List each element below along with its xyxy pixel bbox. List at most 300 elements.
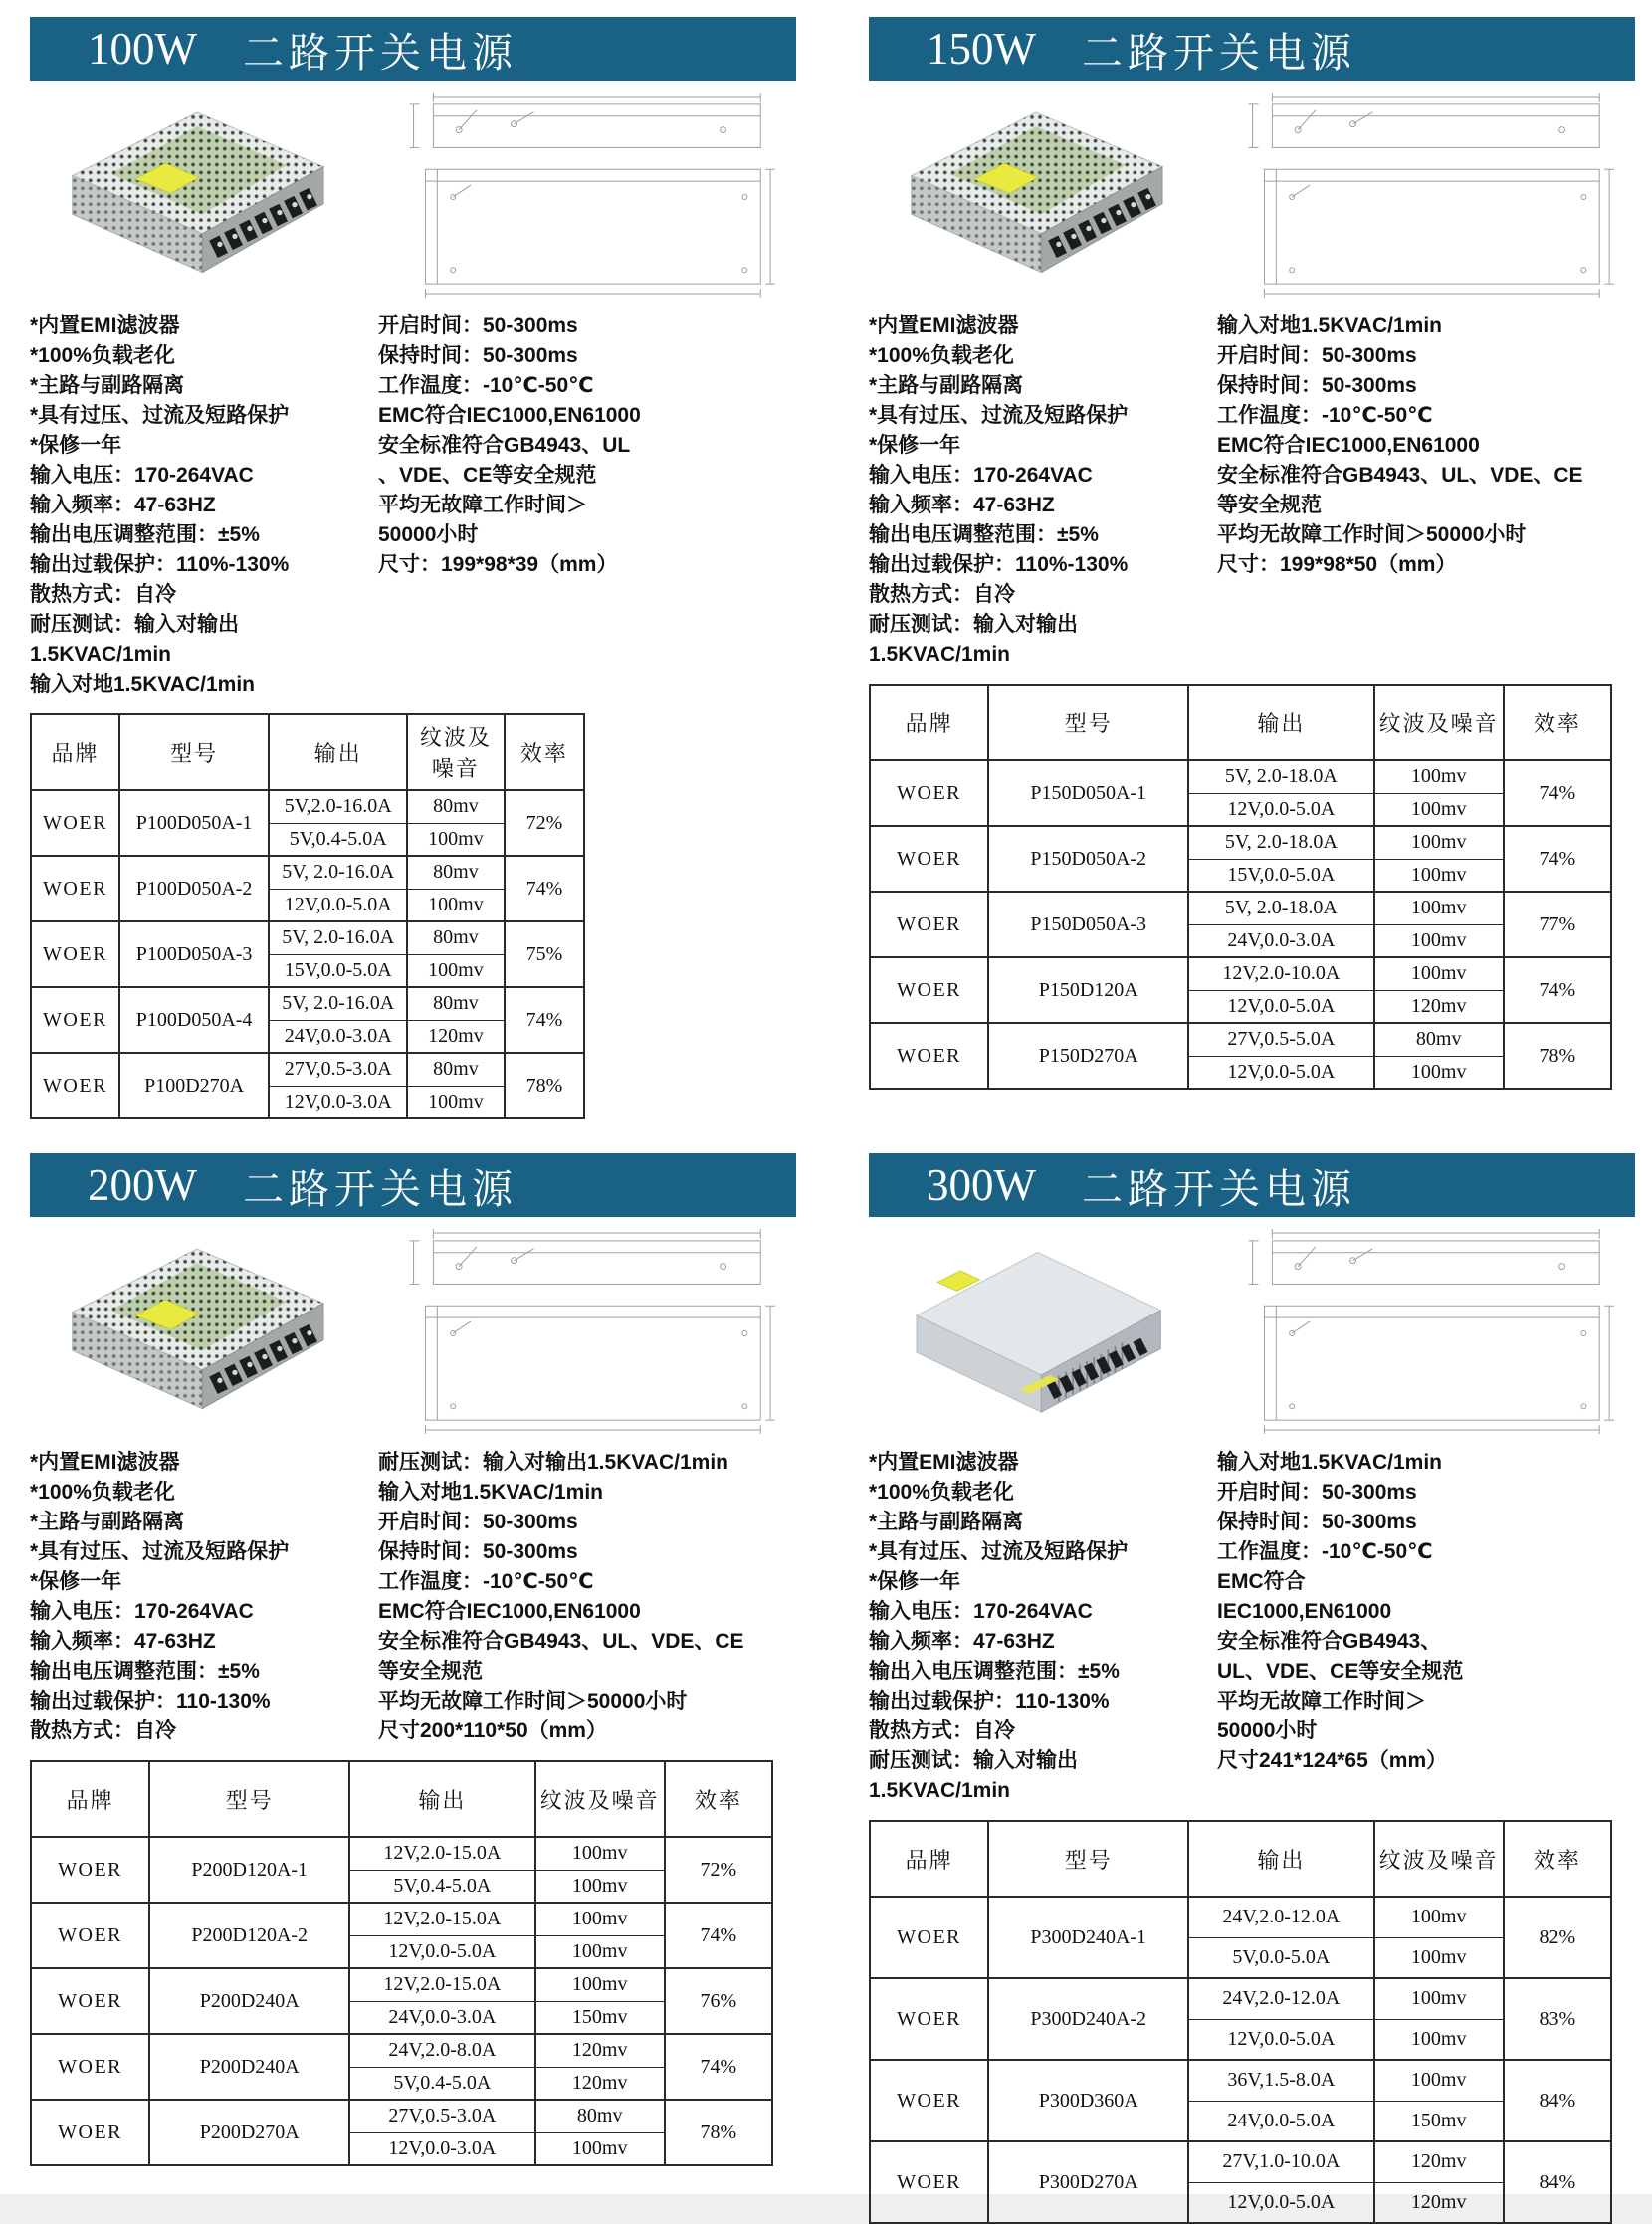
spec-block: [869, 311, 1635, 670]
model-table-head: [31, 1761, 772, 1837]
cell-output-1: 36V,1.5-8.0A: [1188, 2060, 1373, 2101]
model-table: [30, 1760, 773, 2166]
spec-line: 尺寸200*110*50（mm）: [378, 1719, 607, 1742]
dimension-drawing: [1189, 1225, 1635, 1434]
cell-efficiency: 78%: [505, 1053, 585, 1118]
col-header-efficiency: 效率: [505, 714, 585, 790]
section-header: [869, 1153, 1635, 1217]
spec-line: 输出过载保护：110%-130%: [30, 553, 290, 576]
cell-ripple-1: 100mv: [1374, 2060, 1504, 2101]
spec-line: 开启时间：50-300ms: [378, 1511, 578, 1533]
section-power-rating: 300W: [927, 1160, 1036, 1210]
col-header-brand: 品牌: [870, 1821, 988, 1897]
spec-line: *保修一年: [869, 1570, 961, 1593]
cell-efficiency: 75%: [505, 921, 585, 987]
cell-output-2: 5V,0.4-5.0A: [269, 823, 407, 856]
table-row: [31, 856, 584, 889]
cell-output-2: 24V,0.0-3.0A: [269, 1020, 407, 1053]
power-supply-photo-icon: [48, 1225, 346, 1429]
spec-line: *内置EMI滤波器: [869, 1451, 1019, 1474]
dimension-drawing-icon: [358, 1227, 792, 1434]
spec-line: 散热方式：自冷: [869, 583, 1015, 606]
header-row: [870, 685, 1611, 760]
spec-line: *100%负载老化: [869, 1481, 1014, 1504]
section-header: [30, 17, 796, 81]
cell-brand: WOER: [31, 1903, 149, 1968]
spec-line: 50000小时: [1217, 1719, 1318, 1742]
spec-line: 等安全规范: [378, 1660, 483, 1683]
spec-line: 输出电压调整范围：±5%: [869, 523, 1099, 546]
cell-output-2: 5V,0.4-5.0A: [349, 2067, 534, 2100]
cell-ripple-2: 120mv: [1374, 990, 1504, 1023]
spec-line: 保持时间：50-300ms: [1217, 1511, 1417, 1533]
spec-line: 散热方式：自冷: [869, 1719, 1015, 1742]
cell-output-1: 24V,2.0-12.0A: [1188, 1897, 1373, 1937]
table-row: [870, 957, 1611, 990]
cell-efficiency: 78%: [665, 2100, 772, 2165]
table-row: [31, 790, 584, 823]
col-header-model: 型号: [988, 1821, 1188, 1897]
col-header-efficiency: 效率: [665, 1761, 772, 1837]
cell-brand: WOER: [870, 2060, 988, 2141]
cell-ripple-1: 100mv: [1374, 760, 1504, 793]
spec-line: EMC符合IEC1000,EN61000: [378, 404, 641, 427]
cell-output-2: 12V,0.0-5.0A: [1188, 793, 1373, 826]
cell-output-2: 15V,0.0-5.0A: [1188, 859, 1373, 892]
cell-output-2: 5V,0.4-5.0A: [349, 1870, 534, 1903]
product-photo: [30, 89, 350, 293]
spec-line: 尺寸：199*98*39（mm）: [378, 553, 618, 576]
cell-model: P150D050A-3: [988, 892, 1188, 957]
spec-line: 工作温度：-10℃-50℃: [378, 1570, 594, 1593]
cell-ripple-2: 150mv: [535, 2001, 665, 2034]
header-row: [31, 714, 584, 790]
spec-line: 保持时间：50-300ms: [1217, 374, 1417, 397]
cell-brand: WOER: [870, 892, 988, 957]
table-row: [870, 892, 1611, 924]
cell-efficiency: 72%: [505, 790, 585, 856]
spec-line: 50000小时: [378, 523, 479, 546]
section-header: [869, 17, 1635, 81]
cell-model: P300D270A: [988, 2141, 1188, 2223]
spec-line: 开启时间：50-300ms: [1217, 1481, 1417, 1504]
model-table-body: [31, 790, 584, 1118]
section-title: 二路开关电源: [1081, 1165, 1356, 1212]
cell-output-2: 12V,0.0-3.0A: [349, 2132, 534, 2165]
cell-model: P150D120A: [988, 957, 1188, 1023]
cell-brand: WOER: [31, 2100, 149, 2165]
cell-ripple-2: 100mv: [1374, 1937, 1504, 1978]
cell-brand: WOER: [870, 1023, 988, 1089]
spec-line: 输出电压调整范围：±5%: [30, 523, 260, 546]
col-header-model: 型号: [149, 1761, 349, 1837]
col-header-model: 型号: [988, 685, 1188, 760]
header-row: [31, 1761, 772, 1837]
spec-line: 散热方式：自冷: [30, 583, 176, 606]
cell-model: P200D240A: [149, 1968, 349, 2034]
spec-line: 耐压测试：输入对输出1.5KVAC/1min: [378, 1451, 728, 1474]
spec-line: 输出过载保护：110-130%: [30, 1690, 271, 1713]
cell-output-2: 12V,0.0-5.0A: [1188, 990, 1373, 1023]
spec-line: 散热方式：自冷: [30, 1719, 176, 1742]
cell-brand: WOER: [31, 987, 119, 1053]
cell-brand: WOER: [31, 2034, 149, 2100]
cell-ripple-2: 100mv: [407, 823, 504, 856]
power-supply-photo-icon: [48, 89, 346, 293]
spec-list-right: [378, 311, 796, 700]
cell-brand: WOER: [870, 957, 988, 1023]
col-header-ripple-noise: 纹波及噪音: [407, 714, 504, 790]
cell-output-1: 27V,0.5-3.0A: [269, 1053, 407, 1086]
cell-efficiency: 74%: [1504, 957, 1611, 1023]
spec-block: [30, 1448, 796, 1746]
cell-ripple-1: 80mv: [535, 2100, 665, 2132]
cell-model: P100D050A-1: [119, 790, 269, 856]
cell-brand: WOER: [870, 1978, 988, 2060]
dimension-drawing: [350, 89, 796, 298]
cell-ripple-1: 100mv: [1374, 1897, 1504, 1937]
spec-block: [869, 1448, 1635, 1806]
spec-line: *保修一年: [30, 434, 122, 457]
col-header-ripple-noise: 纹波及噪音: [1374, 1821, 1504, 1897]
cell-output-1: 24V,2.0-8.0A: [349, 2034, 534, 2067]
spec-line: 安全标准符合GB4943、UL: [378, 434, 631, 457]
cell-output-2: 12V,0.0-5.0A: [349, 1935, 534, 1968]
spec-line: 保持时间：50-300ms: [378, 1540, 578, 1563]
cell-output-1: 12V,2.0-10.0A: [1188, 957, 1373, 990]
power-supply-photo-icon: [887, 89, 1185, 293]
cell-brand: WOER: [870, 1897, 988, 1978]
dimension-drawing-icon: [1197, 91, 1631, 298]
dimension-drawing: [1189, 89, 1635, 298]
cell-efficiency: 74%: [1504, 826, 1611, 892]
cell-ripple-1: 100mv: [1374, 957, 1504, 990]
cell-model: P200D270A: [149, 2100, 349, 2165]
cell-output-2: 15V,0.0-5.0A: [269, 954, 407, 987]
header-row: [870, 1821, 1611, 1897]
cell-output-1: 5V, 2.0-16.0A: [269, 987, 407, 1020]
cell-ripple-1: 100mv: [535, 1903, 665, 1935]
cell-output-2: 5V,0.0-5.0A: [1188, 1937, 1373, 1978]
cell-ripple-1: 100mv: [1374, 1978, 1504, 2019]
cell-ripple-2: 100mv: [407, 889, 504, 921]
spec-line: EMC符合: [1217, 1570, 1306, 1593]
cell-efficiency: 74%: [665, 2034, 772, 2100]
cell-brand: WOER: [31, 1053, 119, 1118]
spec-line: 保持时间：50-300ms: [378, 344, 578, 367]
table-row: [31, 1903, 772, 1935]
cell-ripple-1: 100mv: [1374, 826, 1504, 859]
cell-output-2: 12V,0.0-5.0A: [269, 889, 407, 921]
spec-line: 工作温度：-10℃-50℃: [1217, 404, 1433, 427]
cell-efficiency: 77%: [1504, 892, 1611, 957]
cell-ripple-2: 100mv: [1374, 2019, 1504, 2060]
cell-ripple-1: 80mv: [407, 856, 504, 889]
spec-line: 输入对地1.5KVAC/1min: [1217, 314, 1442, 337]
media-row: [30, 1225, 796, 1446]
spec-line: *主路与副路隔离: [869, 374, 1024, 397]
model-table: [869, 684, 1612, 1090]
cell-model: P300D360A: [988, 2060, 1188, 2141]
cell-model: P100D050A-2: [119, 856, 269, 921]
cell-output-1: 27V,0.5-5.0A: [1188, 1023, 1373, 1056]
cell-model: P100D050A-3: [119, 921, 269, 987]
cell-output-2: 24V,0.0-5.0A: [1188, 2101, 1373, 2141]
power-supply-photo-icon: [887, 1225, 1185, 1429]
table-row: [31, 1837, 772, 1870]
cell-output-1: 27V,1.0-10.0A: [1188, 2141, 1373, 2182]
spec-line: 安全标准符合GB4943、UL、VDE、CE: [378, 1630, 744, 1653]
model-table-body: [870, 1897, 1611, 2223]
spec-line: *保修一年: [30, 1570, 122, 1593]
model-table-body: [870, 760, 1611, 1089]
cell-output-2: 24V,0.0-3.0A: [1188, 924, 1373, 957]
spec-line: IEC1000,EN61000: [1217, 1600, 1392, 1623]
cell-model: P200D120A-1: [149, 1837, 349, 1903]
col-header-output: 输出: [1188, 685, 1373, 760]
spec-line: UL、VDE、CE等安全规范: [1217, 1660, 1464, 1683]
cell-output-2: 12V,0.0-5.0A: [1188, 2019, 1373, 2060]
spec-line: *内置EMI滤波器: [869, 314, 1019, 337]
spec-line: 输入频率：47-63HZ: [869, 1630, 1055, 1653]
col-header-model: 型号: [119, 714, 269, 790]
spec-line: 平均无故障工作时间＞: [378, 494, 587, 516]
product-photo: [869, 1225, 1189, 1429]
table-row: [870, 1978, 1611, 2019]
cell-efficiency: 84%: [1504, 2141, 1611, 2223]
col-header-ripple-noise: 纹波及噪音: [1374, 685, 1504, 760]
spec-list-left: [30, 311, 378, 700]
spec-list-right: [378, 1448, 796, 1746]
cell-model: P300D240A-1: [988, 1897, 1188, 1978]
media-row: [869, 89, 1635, 309]
cell-ripple-2: 150mv: [1374, 2101, 1504, 2141]
model-table: [869, 1820, 1612, 2224]
cell-output-1: 5V, 2.0-18.0A: [1188, 826, 1373, 859]
col-header-brand: 品牌: [870, 685, 988, 760]
section-title: 二路开关电源: [242, 29, 517, 76]
product-section: [869, 1153, 1635, 2224]
table-row: [31, 987, 584, 1020]
spec-list-right: [1217, 311, 1635, 670]
model-table: [30, 713, 585, 1119]
spec-line: 输入电压：170-264VAC: [869, 1600, 1093, 1623]
cell-efficiency: 72%: [665, 1837, 772, 1903]
model-table-body: [31, 1837, 772, 2165]
cell-ripple-2: 100mv: [1374, 1056, 1504, 1089]
spec-line: *内置EMI滤波器: [30, 314, 180, 337]
cell-output-2: 24V,0.0-3.0A: [349, 2001, 534, 2034]
spec-line: 安全标准符合GB4943、: [1217, 1630, 1442, 1653]
section-power-rating: 100W: [88, 24, 197, 74]
cell-output-1: 5V,2.0-16.0A: [269, 790, 407, 823]
cell-output-1: 12V,2.0-15.0A: [349, 1837, 534, 1870]
spec-line: 平均无故障工作时间＞: [1217, 1690, 1426, 1713]
table-row: [870, 760, 1611, 793]
cell-output-1: 27V,0.5-3.0A: [349, 2100, 534, 2132]
spec-line: 、VDE、CE等安全规范: [378, 464, 597, 487]
product-section: [30, 1153, 796, 2224]
spec-list-left: [869, 311, 1217, 670]
cell-output-2: 12V,0.0-5.0A: [1188, 1056, 1373, 1089]
cell-ripple-1: 80mv: [407, 921, 504, 954]
table-row: [31, 921, 584, 954]
col-header-brand: 品牌: [31, 714, 119, 790]
spec-line: 开启时间：50-300ms: [378, 314, 578, 337]
cell-ripple-1: 100mv: [535, 1968, 665, 2001]
cell-ripple-2: 120mv: [535, 2067, 665, 2100]
col-header-efficiency: 效率: [1504, 1821, 1611, 1897]
spec-line: 输入频率：47-63HZ: [869, 494, 1055, 516]
spec-line: 输出过载保护：110%-130%: [869, 553, 1129, 576]
spec-line: 平均无故障工作时间＞50000小时: [378, 1690, 688, 1713]
cell-brand: WOER: [31, 1968, 149, 2034]
table-row: [870, 2141, 1611, 2182]
section-title: 二路开关电源: [1081, 29, 1356, 76]
table-row: [870, 826, 1611, 859]
spec-list-left: [869, 1448, 1217, 1806]
cell-output-1: 24V,2.0-12.0A: [1188, 1978, 1373, 2019]
spec-line: 输入电压：170-264VAC: [869, 464, 1093, 487]
spec-line: EMC符合IEC1000,EN61000: [378, 1600, 641, 1623]
cell-output-2: 12V,0.0-5.0A: [1188, 2182, 1373, 2223]
cell-brand: WOER: [31, 790, 119, 856]
cell-brand: WOER: [870, 760, 988, 826]
model-table-head: [31, 714, 584, 790]
model-table-head: [870, 1821, 1611, 1897]
spec-line: 耐压测试：输入对输出1.5KVAC/1min: [869, 613, 1078, 666]
cell-ripple-1: 80mv: [1374, 1023, 1504, 1056]
media-row: [869, 1225, 1635, 1446]
spec-line: *100%负载老化: [30, 1481, 175, 1504]
dimension-drawing-icon: [358, 91, 792, 298]
spec-line: *具有过压、过流及短路保护: [30, 404, 290, 427]
spec-line: *具有过压、过流及短路保护: [869, 1540, 1129, 1563]
col-header-brand: 品牌: [31, 1761, 149, 1837]
cell-model: P150D050A-2: [988, 826, 1188, 892]
spec-line: 平均无故障工作时间＞50000小时: [1217, 523, 1527, 546]
spec-line: *100%负载老化: [30, 344, 175, 367]
table-row: [31, 1968, 772, 2001]
cell-ripple-2: 100mv: [535, 1935, 665, 1968]
spec-line: 尺寸241*124*65（mm）: [1217, 1749, 1448, 1772]
cell-ripple-1: 120mv: [1374, 2141, 1504, 2182]
spec-line: 输入对地1.5KVAC/1min: [1217, 1451, 1442, 1474]
cell-brand: WOER: [870, 2141, 988, 2223]
cell-efficiency: 76%: [665, 1968, 772, 2034]
cell-brand: WOER: [31, 921, 119, 987]
table-row: [870, 2060, 1611, 2101]
col-header-output: 输出: [349, 1761, 534, 1837]
cell-efficiency: 74%: [505, 987, 585, 1053]
cell-output-1: 5V, 2.0-16.0A: [269, 921, 407, 954]
spec-line: 工作温度：-10℃-50℃: [378, 374, 594, 397]
spec-line: *主路与副路隔离: [869, 1511, 1024, 1533]
spec-list-right: [1217, 1448, 1635, 1806]
cell-efficiency: 78%: [1504, 1023, 1611, 1089]
spec-line: 输入电压：170-264VAC: [30, 464, 254, 487]
spec-line: 输出过载保护：110-130%: [869, 1690, 1110, 1713]
cell-efficiency: 84%: [1504, 2060, 1611, 2141]
spec-line: *保修一年: [869, 434, 961, 457]
spec-line: *内置EMI滤波器: [30, 1451, 180, 1474]
cell-output-1: 5V, 2.0-18.0A: [1188, 892, 1373, 924]
table-row: [31, 2100, 772, 2132]
cell-ripple-2: 120mv: [407, 1020, 504, 1053]
spec-line: EMC符合IEC1000,EN61000: [1217, 434, 1480, 457]
section-power-rating: 150W: [927, 24, 1036, 74]
cell-efficiency: 82%: [1504, 1897, 1611, 1978]
table-row: [31, 2034, 772, 2067]
cell-ripple-2: 100mv: [535, 2132, 665, 2165]
cell-brand: WOER: [870, 826, 988, 892]
spec-line: *具有过压、过流及短路保护: [30, 1540, 290, 1563]
spec-line: 等安全规范: [1217, 494, 1322, 516]
cell-model: P100D050A-4: [119, 987, 269, 1053]
col-header-output: 输出: [269, 714, 407, 790]
dimension-drawing: [350, 1225, 796, 1434]
cell-ripple-2: 100mv: [535, 1870, 665, 1903]
col-header-ripple-noise: 纹波及噪音: [535, 1761, 665, 1837]
cell-ripple-2: 100mv: [1374, 924, 1504, 957]
col-header-efficiency: 效率: [1504, 685, 1611, 760]
cell-output-1: 12V,2.0-15.0A: [349, 1903, 534, 1935]
dimension-drawing-icon: [1197, 1227, 1631, 1434]
spec-block: [30, 311, 796, 700]
cell-model: P100D270A: [119, 1053, 269, 1118]
col-header-output: 输出: [1188, 1821, 1373, 1897]
spec-line: 工作温度：-10℃-50℃: [1217, 1540, 1433, 1563]
cell-ripple-1: 80mv: [407, 987, 504, 1020]
spec-line: *主路与副路隔离: [30, 1511, 185, 1533]
spec-line: 输入对地1.5KVAC/1min: [30, 673, 255, 696]
cell-model: P200D120A-2: [149, 1903, 349, 1968]
spec-line: *100%负载老化: [869, 344, 1014, 367]
cell-ripple-2: 100mv: [407, 954, 504, 987]
cell-ripple-2: 100mv: [1374, 793, 1504, 826]
spec-line: 输出电压调整范围：±5%: [30, 1660, 260, 1683]
product-photo: [30, 1225, 350, 1429]
spec-line: 耐压测试：输入对输出1.5KVAC/1min: [30, 613, 239, 666]
spec-line: 输入频率：47-63HZ: [30, 494, 216, 516]
cell-model: P150D050A-1: [988, 760, 1188, 826]
table-row: [870, 1023, 1611, 1056]
cell-ripple-2: 120mv: [1374, 2182, 1504, 2223]
cell-ripple-1: 100mv: [1374, 892, 1504, 924]
product-section: [30, 17, 796, 1119]
spec-line: 输出入电压调整范围：±5%: [869, 1660, 1120, 1683]
cell-ripple-1: 120mv: [535, 2034, 665, 2067]
cell-ripple-1: 80mv: [407, 790, 504, 823]
section-title: 二路开关电源: [242, 1165, 517, 1212]
cell-output-1: 12V,2.0-15.0A: [349, 1968, 534, 2001]
model-table-head: [870, 685, 1611, 760]
cell-ripple-2: 100mv: [1374, 859, 1504, 892]
spec-line: 开启时间：50-300ms: [1217, 344, 1417, 367]
product-photo: [869, 89, 1189, 293]
cell-model: P150D270A: [988, 1023, 1188, 1089]
cell-efficiency: 74%: [1504, 760, 1611, 826]
spec-line: 输入频率：47-63HZ: [30, 1630, 216, 1653]
cell-model: P200D240A: [149, 2034, 349, 2100]
cell-output-2: 12V,0.0-3.0A: [269, 1086, 407, 1118]
spec-line: *具有过压、过流及短路保护: [869, 404, 1129, 427]
spec-line: 输入电压：170-264VAC: [30, 1600, 254, 1623]
media-row: [30, 89, 796, 309]
spec-line: 安全标准符合GB4943、UL、VDE、CE: [1217, 464, 1583, 487]
cell-ripple-1: 80mv: [407, 1053, 504, 1086]
cell-efficiency: 83%: [1504, 1978, 1611, 2060]
